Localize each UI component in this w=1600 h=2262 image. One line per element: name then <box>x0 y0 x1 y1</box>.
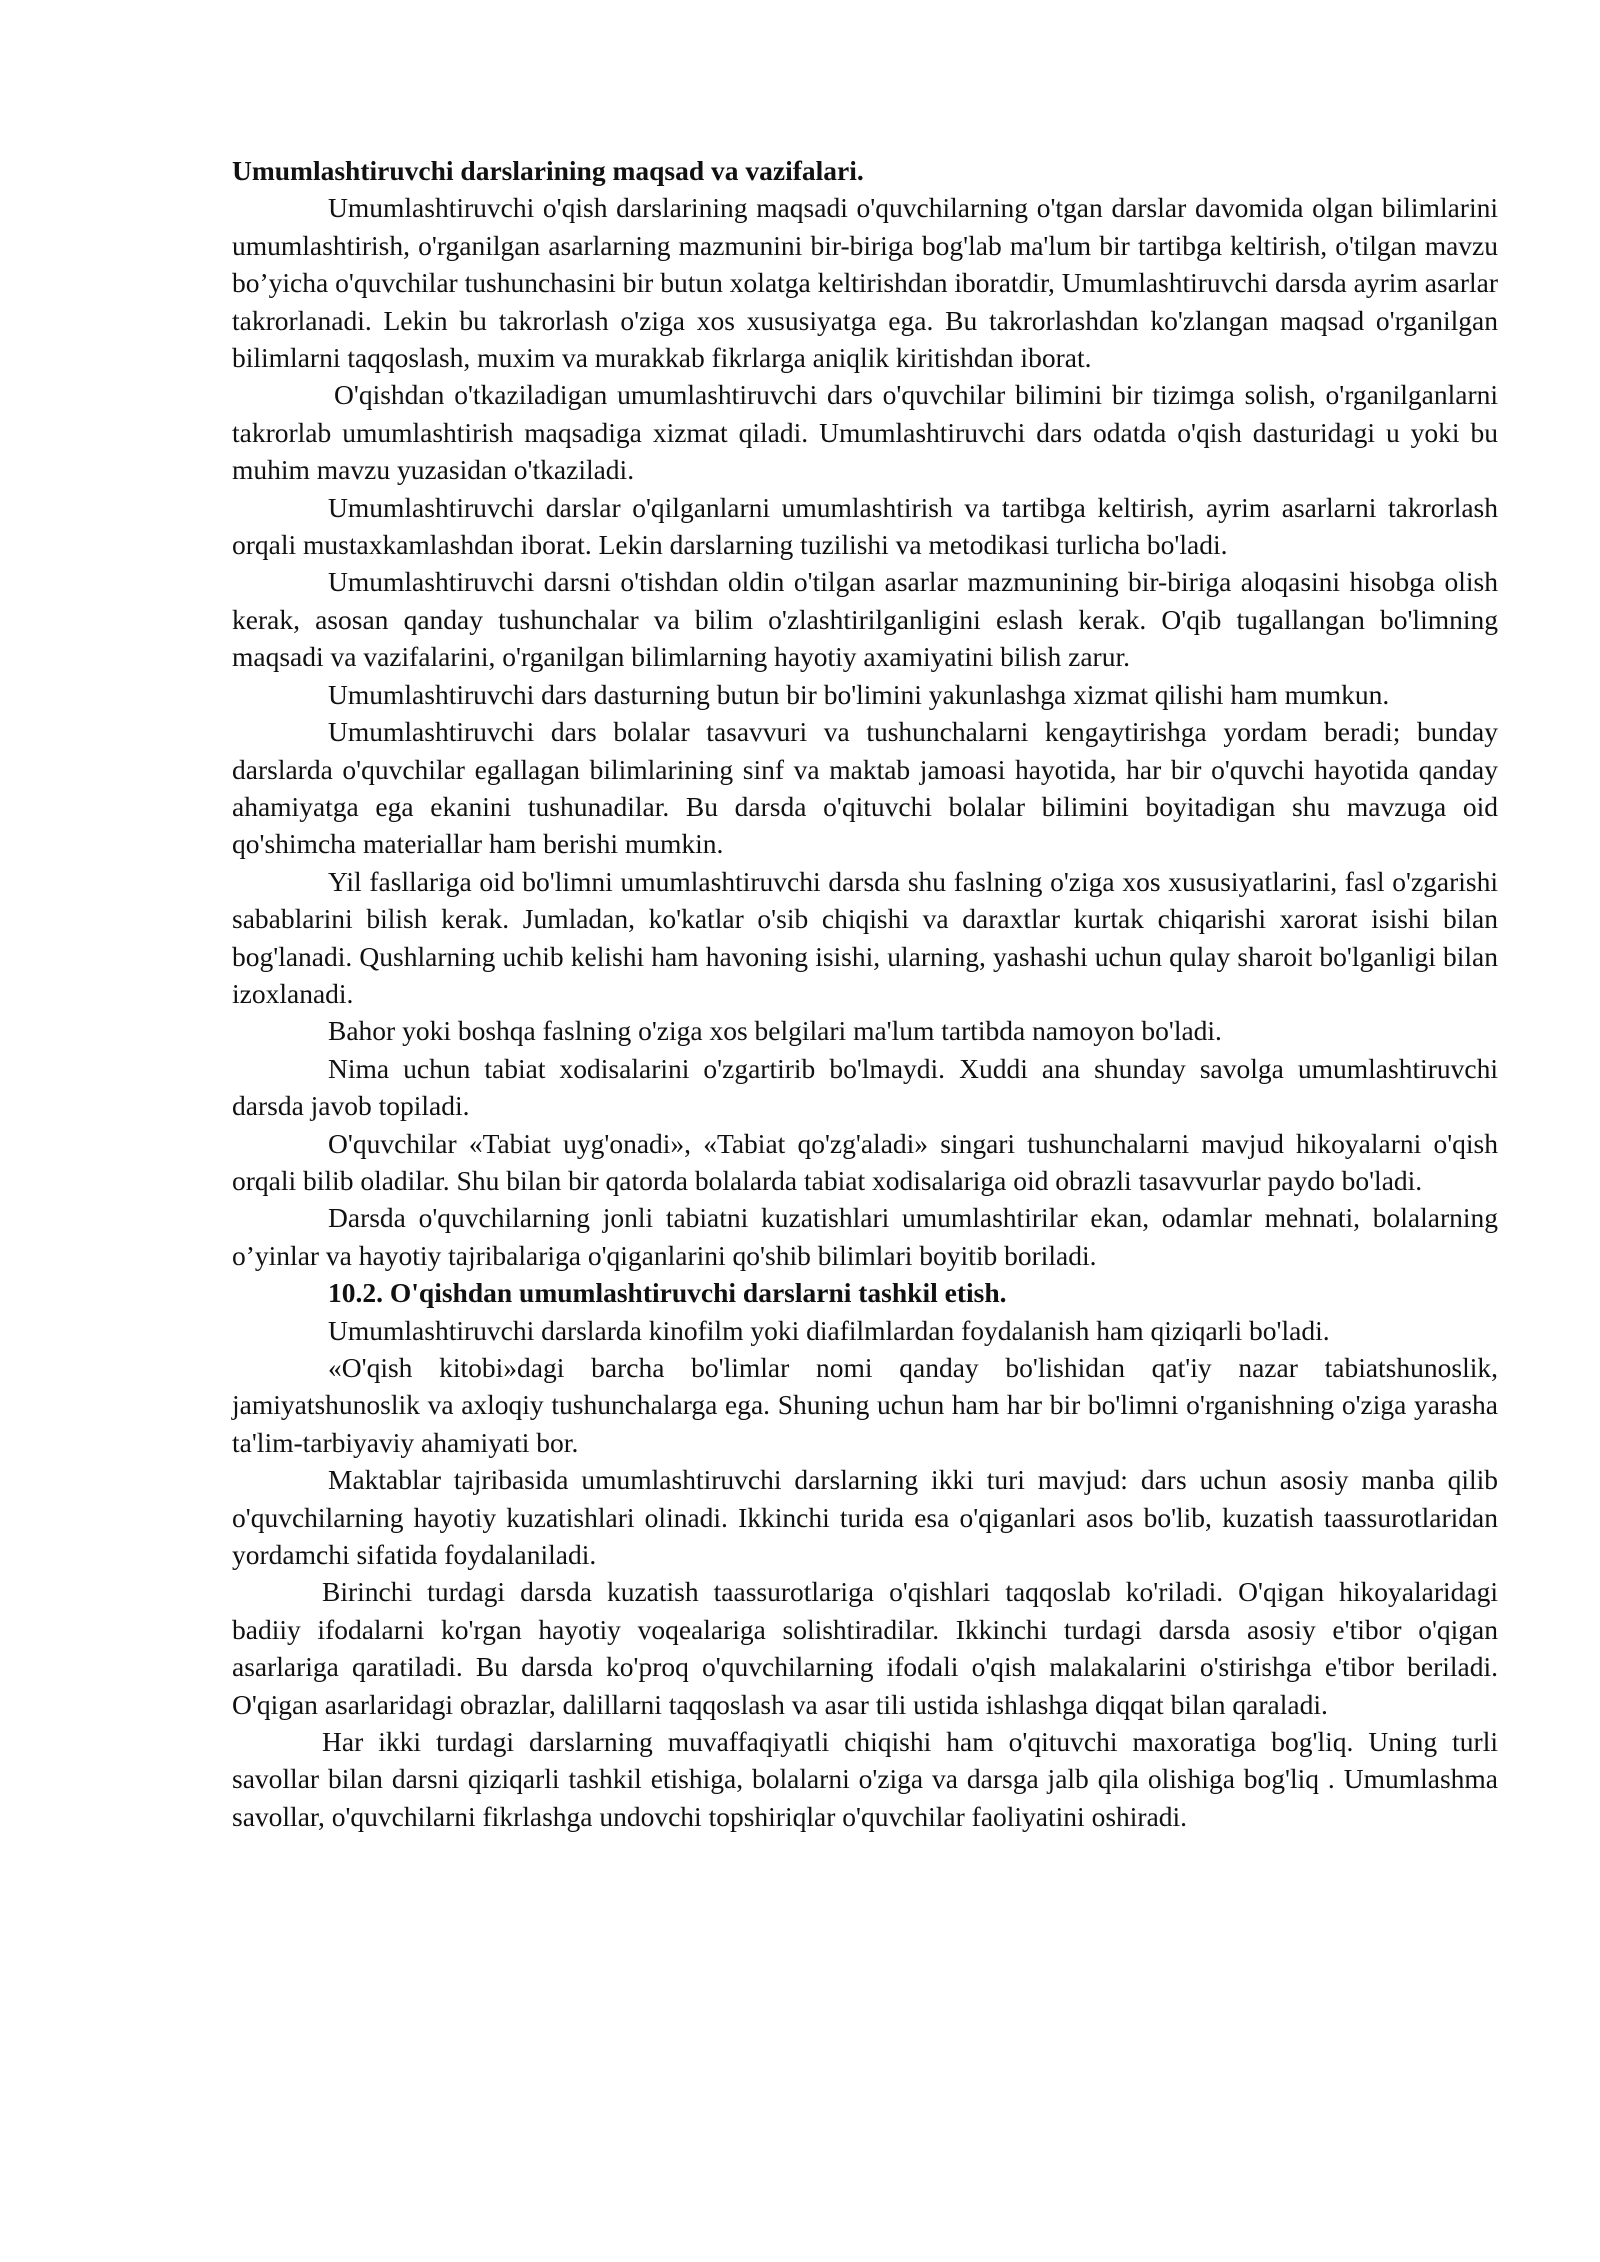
paragraph: Yil fasllariga oid bo'limni umumlashtiruvchi darsda shu faslning o'ziga xos xususiyatlarini, fasl o'zgarishi sabablarini bilish kerak. Jumladan, ko'katlar o'sib chiqishi va daraxtlar kurtak chiqarishi xarorat isishi bilan bog'lanadi. Qushlarning uchib kelishi ham havoning isishi, ularning, yashashi uchun qulay sharoit bo'lganligi bilan izoxlanadi. <box>232 865 1498 1009</box>
paragraph: Umumlashtiruvchi darsni o'tishdan oldin o'tilgan asarlar mazmunining bir-biriga aloqasini hisobga olish kerak, asosan qanday tushunchalar va bilim o'zlashtirilganligini eslash kerak. O'qib tugallangan bo'limning maqsadi va vazifalarini, o'rganilgan bilimlarning hayotiy axamiyatini bilish zarur. <box>232 566 1498 673</box>
paragraph: Umumlashtiruvchi o'qish darslarining maqsadi o'quvchilarning o'tgan darslar davomida olgan bilimlarini umumlashtirish, o'rganilgan asarlarning mazmunini bir-biriga bog'lab ma'lum bir tartibga keltirish, o'tilgan mavzu bo’yicha o'quvchilar tushunchasini bir butun xolatga keltirishdan iboratdir, Umumlashtiruvchi darsda ayrim asarlar takrorlanadi. Lekin bu takrorlash o'ziga xos xususiyatga ega. Bu takrorlashdan ko'zlangan maqsad o'rganilgan bilimlarni taqqoslash, muxim va murakkab fikrlarga aniqlik kiritishdan iborat. <box>232 192 1498 374</box>
paragraph: Birinchi turdagi darsda kuzatish taassurotlariga o'qishlari taqqoslab ko'riladi. O'qigan hikoyalaridagi badiiy ifodalarni ko'rgan hayotiy voqealariga solishtiradilar. Ikkinchi turdagi darsda asosiy e'tibor o'qigan asarlariga qaratiladi. Bu darsda ko'proq o'quvchilarning ifodali o'qish malakalarini o'stirishga e'tibor beriladi. O'qigan asarlaridagi obrazlar, dalillarni taqqoslash va asar tili ustida ishlashga diqqat bilan qaraladi. <box>232 1576 1498 1720</box>
paragraph: Maktablar tajribasida umumlashtiruvchi darslarning ikki turi mavjud: dars uchun asosiy manba qilib o'quvchilarning hayotiy kuzatishlari olinadi. Ikkinchi turida esa o'qiganlari asos bo'lib, kuzatish taassurotlaridan yordamchi sifatida foydalaniladi. <box>232 1464 1498 1571</box>
paragraph: Nima uchun tabiat xodisalarini o'zgartirib bo'lmaydi. Xuddi ana shunday savolga umumlashtiruvchi darsda javob topiladi. <box>232 1052 1498 1122</box>
paragraph: Umumlashtiruvchi darslarda kinofilm yoki diafilmlardan foydalanish ham qiziqarli bo'ladi. <box>328 1314 1330 1346</box>
paragraph: «O'qish kitobi»dagi barcha bo'limlar nomi qanday bo'lishidan qat'iy nazar tabiatshunoslik, jamiyatshunoslik va axloqiy tushunchalarga ega. Shuning uchun ham har bir bo'limni o'rganishning o'ziga yarasha ta'lim-tarbiyaviy ahamiyati bor. <box>232 1352 1498 1458</box>
paragraph: Har ikki turdagi darslarning muvaffaqiyatli chiqishi ham o'qituvchi maxoratiga bog'liq. Uning turli savollar bilan darsni qiziqarli tashkil etishiga, bolalarni o'ziga va darsga jalb qila olishiga bog'liq . Umumlashma savollar, o'quvchilarni fikrlashga undovchi topshiriqlar o'quvchilar faoliyatini oshiradi. <box>232 1726 1498 1832</box>
paragraph: Darsda o'quvchilarning jonli tabiatni kuzatishlari umumlashtirilar ekan, odamlar mehnati, bolalarning o’yinlar va hayotiy tajribalariga o'qiganlarini qo'shib bilimlari boyitib boriladi. <box>232 1202 1498 1271</box>
paragraph: Umumlashtiruvchi dars bolalar tasavvuri va tushunchalarni kengaytirishga yordam beradi; bunday darslarda o'quvchilar egallagan bilimlarining sinf va maktab jamoasi hayotida, har bir o'quvchi hayotida qanday ahamiyatga ega ekanini tushunadilar. Bu darsda o'qituvchi bolalar bilimini boyitadigan shu mavzuga oid qo'shimcha materiallar ham berishi mumkin. <box>232 716 1498 860</box>
paragraph: Umumlashtiruvchi darslar o'qilganlarni umumlashtirish va tartibga keltirish, ayrim asarlarni takrorlash orqali mustaxkamlashdan iborat. Lekin darslarning tuzilishi va metodikasi turlicha bo'ladi. <box>232 491 1498 561</box>
paragraph: O'quvchilar «Tabiat uyg'onadi», «Tabiat qo'zg'aladi» singari tushunchalarni mavjud hikoyalarni o'qish orqali bilib oladilar. Shu bilan bir qatorda bolalarda tabiat xodisalariga oid obrazli tasavvurlar paydo bo'ladi. <box>232 1127 1498 1196</box>
document-title: Umumlashtiruvchi darslarining maqsad va vazifalari. <box>232 155 864 186</box>
section-heading: 10.2. O'qishdan umumlashtiruvchi darslarni tashkil etish. <box>328 1277 1007 1309</box>
paragraph: O'qishdan o'tkaziladigan umumlashtiruvchi dars o'quvchilar bilimini bir tizimga solish, o'rganilganlarni takrorlab umumlashtirish maqsadiga xizmat qiladi. Umumlashtiruvchi dars odatda o'qish dasturidagi u yoki bu muhim mavzu yuzasidan o'tkaziladi. <box>232 379 1498 486</box>
paragraph: Bahor yoki boshqa faslning o'ziga xos belgilari ma'lum tartibda namoyon bo'ladi. <box>328 1015 1222 1047</box>
document-page <box>232 152 1498 1835</box>
paragraph: Umumlashtiruvchi dars dasturning butun bir bo'limini yakunlashga xizmat qilishi ham mumkun. <box>328 678 1390 710</box>
